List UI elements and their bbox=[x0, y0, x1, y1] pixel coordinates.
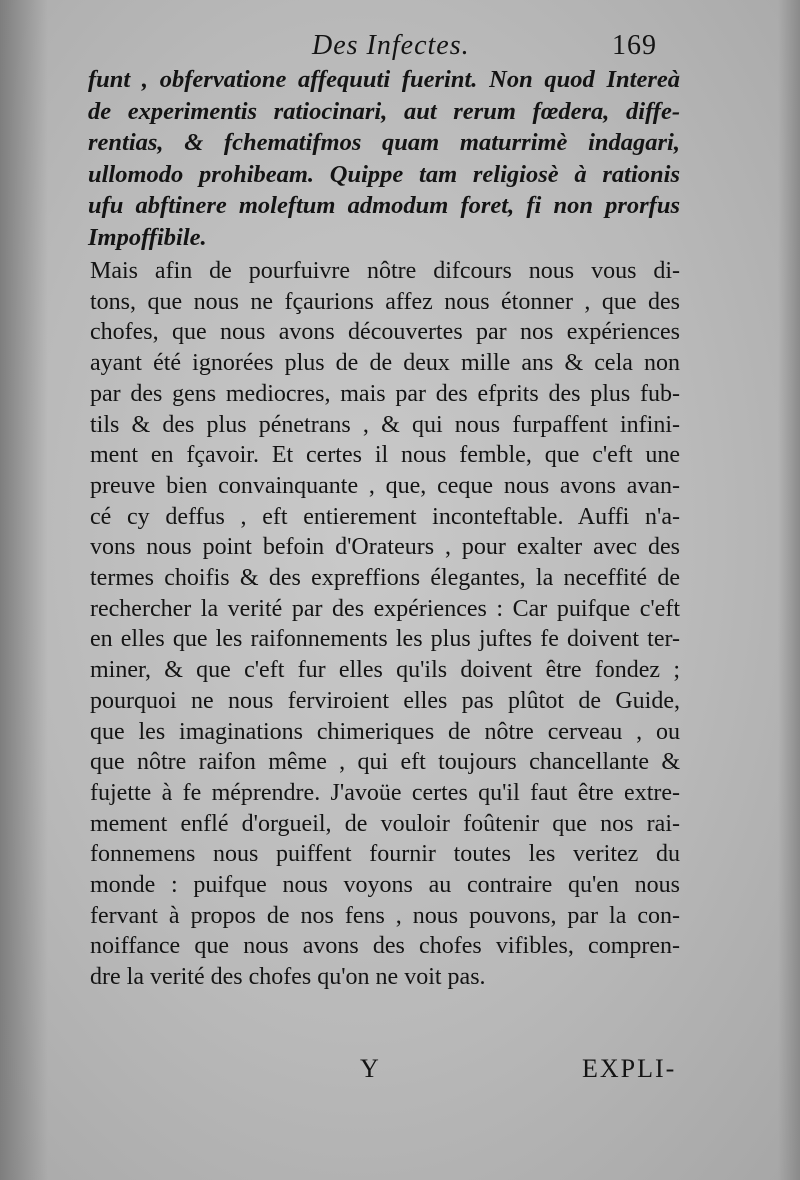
text-line: fervant à propos de nos fens , nous pouvons, par la con- bbox=[90, 902, 680, 929]
text-line: ufu abftinere moleftum admodum foret, fi non prorfus bbox=[88, 192, 680, 219]
text-line: par des gens mediocres, mais par des efprits des plus fub- bbox=[90, 380, 680, 407]
text-line: vons nous point befoin d'Orateurs , pour exalter avec des bbox=[90, 534, 680, 561]
text-line: preuve bien convainquante , que, ceque nous avons avan- bbox=[90, 472, 680, 499]
text-line: miner, & que c'eft fur elles qu'ils doivent être fondez ; bbox=[90, 657, 680, 684]
signature-mark: Y bbox=[360, 1054, 380, 1083]
page-number: 169 bbox=[612, 30, 657, 61]
text-line: fonnemens nous puiffent fournir toutes les veritez du bbox=[90, 841, 680, 868]
text-line: tons, que nous ne fçaurions affez nous étonner , que des bbox=[90, 288, 680, 315]
text-line: monde : puifque nous voyons au contraire qu'en nous bbox=[90, 872, 680, 899]
text-line: en elles que les raifonnements les plus juftes fe doivent ter- bbox=[90, 626, 680, 653]
text-line: ment en fçavoir. Et certes il nous femble, que c'eft une bbox=[90, 442, 680, 469]
catchword: EXPLI- bbox=[582, 1054, 677, 1083]
text-line: ullomodo prohibeam. Quippe tam religiosè à rationis bbox=[88, 160, 680, 188]
text-line: Mais afin de pourfuivre nôtre difcours nous vous di- bbox=[90, 258, 680, 284]
text-line: pourquoi ne nous ferviroient elles pas plûtot de Guide, bbox=[90, 687, 680, 714]
text-line: rechercher la verité par des expériences : Car puifque c'eft bbox=[90, 595, 680, 622]
text-line: Impoffibile. bbox=[88, 223, 207, 251]
text-line: cé cy deffus , eft entierement inconteftable. Auffi n'a- bbox=[90, 503, 680, 530]
text-line: termes choifis & des expreffions élegantes, la neceffité de bbox=[90, 565, 680, 592]
text-line: fujette à fe méprendre. J'avoüe certes qu'il faut être extre- bbox=[90, 779, 680, 806]
text-line: rentias, & fchematifmos quam maturrimè indagari, bbox=[88, 129, 680, 156]
text-line: funt , obfervatione affequuti fuerint. Non quod Intereà bbox=[88, 66, 680, 93]
running-title: Des Infectes. bbox=[312, 30, 470, 61]
latin-passage bbox=[88, 64, 680, 253]
text-line: ayant été ignorées plus de de deux mille ans & cela non bbox=[90, 350, 680, 377]
text-line: que nôtre raifon même , qui eft toujours chancellante & bbox=[90, 749, 680, 776]
text-line: tils & des plus pénetrans , & qui nous furpaffent infini- bbox=[90, 411, 680, 438]
text-line: de experimentis ratiocinari, aut rerum fœdera, diffe- bbox=[88, 97, 680, 125]
text-line: que les imaginations chimeriques de nôtre cerveau , ou bbox=[90, 718, 680, 745]
text-line: mement enflé d'orgueil, de vouloir foûtenir que nos rai- bbox=[90, 810, 680, 837]
text-line: chofes, que nous avons découvertes par nos expériences bbox=[90, 319, 680, 346]
text-line: dre la verité des chofes qu'on ne voit pas. bbox=[90, 964, 486, 991]
french-paragraph bbox=[90, 256, 680, 993]
text-line: noiffance que nous avons des chofes vifibles, compren- bbox=[90, 933, 680, 960]
